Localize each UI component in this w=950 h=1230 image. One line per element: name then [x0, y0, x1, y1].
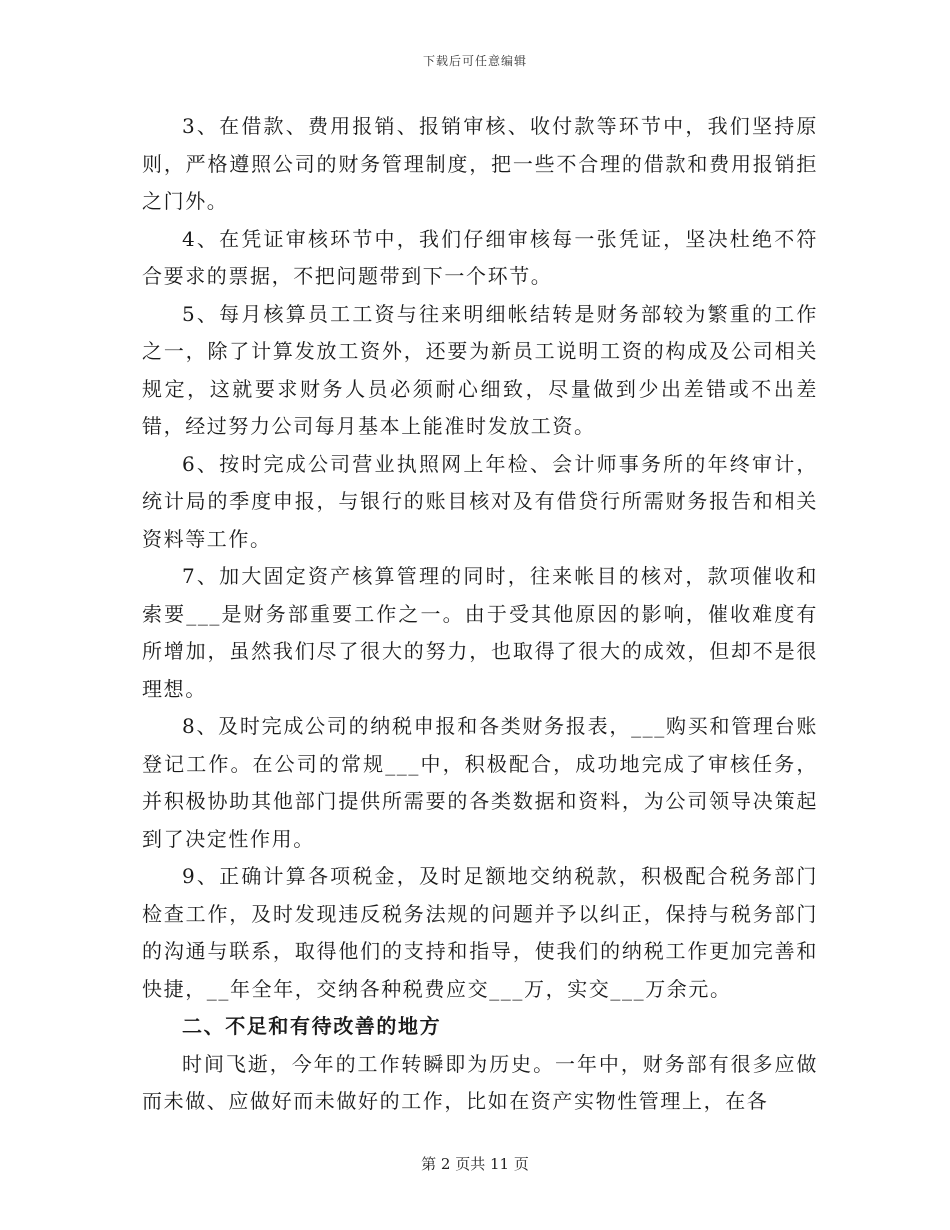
page-header: 下载后可任意编辑 [422, 54, 527, 68]
page-number-footer: 第 2 页共 11 页 [421, 1155, 529, 1173]
paragraph-item-6: 6、按时完成公司营业执照网上年检、会计师事务所的年终审计，统计局的季度申报，与银行的账目核对及有借贷行所需财务报告和相关资料等工作。 [142, 451, 818, 551]
paragraph-item-7: 7、加大固定资产核算管理的同时，往来帐目的核对，款项催收和索要___是财务部重要工作之一。由于受其他原因的影响，催收难度有所增加，虽然我们尽了很大的努力，也取得了很大的成效，但却不是很理想。 [142, 564, 818, 701]
paragraph-item-5: 5、每月核算员工工资与往来明细帐结转是财务部较为繁重的工作之一，除了计算发放工资外，还要为新员工说明工资的构成及公司相关规定，这就要求财务人员必须耐心细致，尽量做到少出差错或不出差错，经过努力公司每月基本上能准时发放工资。 [142, 301, 818, 438]
paragraph-item-4: 4、在凭证审核环节中，我们仔细审核每一张凭证，坚决杜绝不符合要求的票据，不把问题带到下一个环节。 [142, 226, 818, 288]
paragraph-item-3: 3、在借款、费用报销、报销审核、收付款等环节中，我们坚持原则，严格遵照公司的财务管理制度，把一些不合理的借款和费用报销拒之门外。 [142, 114, 818, 213]
paragraph-item-9: 9、正确计算各项税金，及时足额地交纳税款，积极配合税务部门检查工作，及时发现违反税务法规的问题并予以纠正，保持与税务部门的沟通与联系，取得他们的支持和指导，使我们的纳税工作更加完善和快捷，__年全年，交纳各种税费应交___万，实交___万余元。 [142, 864, 818, 1001]
document-body [142, 108, 818, 1121]
closing-paragraph: 时间飞逝，今年的工作转瞬即为历史。一年中，财务部有很多应做而未做、应做好而未做好的工作，比如在资产实物性管理上，在各 [142, 1051, 818, 1113]
paragraph-item-8: 8、及时完成公司的纳税申报和各类财务报表，___购买和管理台账登记工作。在公司的常规___中，积极配合，成功地完成了审核任务，并积极协助其他部门提供所需要的各类数据和资料，为公司领导决策起到了决定性作用。 [142, 714, 818, 851]
section-heading: 二、不足和有待改善的地方 [182, 1014, 442, 1038]
